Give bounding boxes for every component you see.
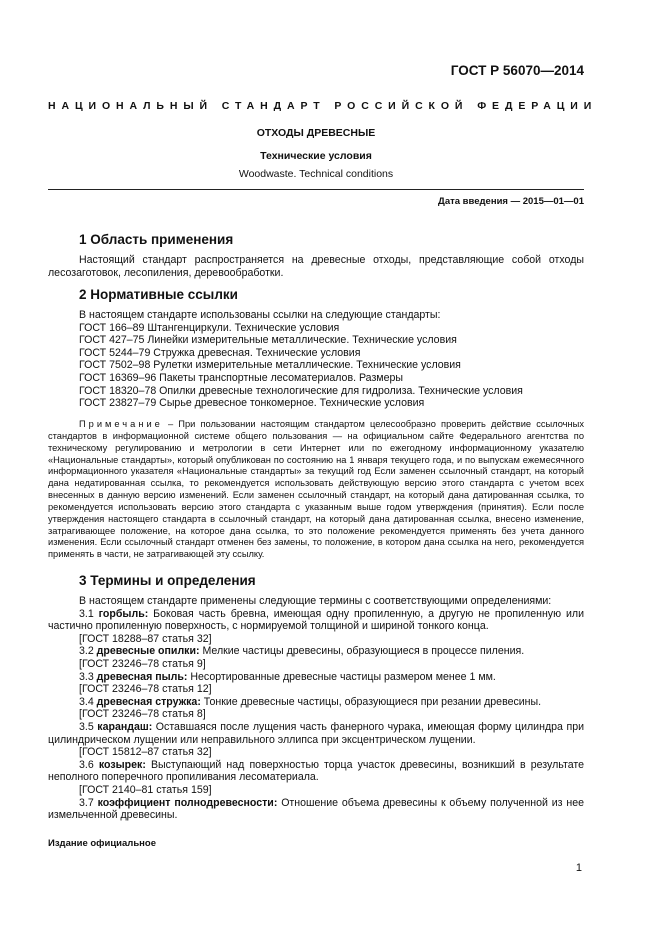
term-name: древесная пыль: [96,670,188,683]
reference-item: ГОСТ 166–89 Штангенциркули. Технические условия [79,321,340,334]
term-name: коэффициент полнодревесности: [97,796,278,809]
section-2-heading: 2 Нормативные ссылки [79,287,238,302]
section-3-heading: 3 Термины и определения [79,573,256,588]
reference-note [48,419,584,561]
section-1-heading: 1 Область применения [79,232,234,247]
section-1-text: Настоящий стандарт распространяется на древесные отходы, представляющие собой отходы лесозаготовок, лесопиления, деревообработки. [48,254,584,279]
note-text: – При пользовании настоящим стандартом целесообразно проверить действие ссылочных стандартов в информационной системе общего пользования — на официальном сайте Федерального агентства по техническому регулированию и метрологии в сети Интернет или по ежегодному информационному указателю «Национальные стандарты», который опубликован по состоянию на 1 января текущего года, и по выпускам ежемесячного информационного указателя «Национальные стандарты» за текущий год Если заменен ссылочный стандарт, на который дана недатированная ссылка, то рекомендуется использовать действующую версию этого стандарта с учетом всех внесенных в данную версию изменений. Если заменен ссылочный стандарт, на который дана датированная ссылка, то рекомендуется использовать версию этого стандарта с указанным выше годом утверждения (принятия). Если после утверждения настоящего стандарта в ссылочный стандарт, на который дана датированная ссылка, внесено изменение, затрагивающее положение, на которое дана ссылка, то это положение рекомендуется применять без учета данного изменения. Если ссылочный стандарт отменен без замены, то положение, в котором дана ссылка на него, рекомендуется применять в части, не затрагивающей эту ссылку. [48,419,584,560]
document-title: ОТХОДЫ ДРЕВЕСНЫЕ [256,127,376,139]
official-edition-label: Издание официальное [48,838,156,849]
note-label: Примечание [79,419,163,429]
reference-item: ГОСТ 18320–78 Опилки древесные технологические для гидролиза. Технические условия [79,384,523,397]
term-name: козырек: [98,758,146,771]
term-definition: 3.4 древесная стружка: Тонкие древесные частицы, образующиеся при резании древесины. [79,695,542,708]
term-name: древесные опилки: [96,645,200,658]
term-definition: 3.3 древесная пыль: Несортированные древесные частицы размером менее 1 мм. [79,670,496,683]
reference-item: ГОСТ 427–75 Линейки измерительные металлические. Технические условия [79,334,457,347]
term-definition: 3.5 карандаш: Оставшаяся после лущения часть фанерного чурака, имеющая форму цилиндра при цилиндрическом лущении или неправильного эллипса при эксцентрическом лущении. [48,721,585,746]
term-definition: 3.7 коэффициент полнодревесности: Отношение объема древесины к объему полученной из нее измельченной древесины. [48,796,584,822]
term-source: [ГОСТ 23246–78 статья 8] [79,708,206,721]
english-title: Woodwaste. Technical conditions [238,168,394,180]
national-standard-banner: НАЦИОНАЛЬНЫЙ СТАНДАРТ РОССИЙСКОЙ ФЕДЕРАЦИИ [48,100,598,112]
reference-item: ГОСТ 5244–79 Стружка древесная. Технические условия [79,346,361,359]
term-source: [ГОСТ 15812–87 статья 32] [79,746,212,759]
term-source: [ГОСТ 23246–78 статья 9] [79,658,206,670]
reference-item: ГОСТ 23827–79 Сырье древесное тонкомерное. Технические условия [79,397,425,410]
section-3-intro: В настоящем стандарте применены следующие термины с соответствующими определениями: [79,595,552,607]
term-name: горбыль: [98,607,149,620]
term-definition: 3.6 козырек: Выступающий над поверхностью торца участок древесины, возникший в результате неполного поперечного пропиливания лесоматериала. [48,758,585,784]
document-number: ГОСТ Р 56070—2014 [450,63,584,78]
section-2-intro: В настоящем стандарте использованы ссылки на следующие стандарты: [79,309,441,321]
term-source: [ГОСТ 2140–81 статья 159] [79,784,212,796]
term-definition: 3.1 горбыль: Боковая часть бревна, имеющая одну пропиленную, а другую не пропиленную или частично пропиленную поверхность, с нормируемой толщиной и шириной тонкого конца. [48,607,584,633]
term-name: карандаш: [97,721,153,733]
document-subtitle: Технические условия [260,150,372,162]
page-number: 1 [575,862,582,874]
title-divider [48,189,584,190]
reference-item: ГОСТ 16369–96 Пакеты транспортные лесоматериалов. Размеры [79,372,403,384]
term-definition: 3.2 древесные опилки: Мелкие частицы древесины, образующиеся в процессе пиления. [79,645,525,658]
introduction-date: Дата введения — 2015—01—01 [438,196,584,207]
reference-item: ГОСТ 7502–98 Рулетки измерительные металлические. Технические условия [79,359,461,372]
term-source: [ГОСТ 18288–87 статья 32] [79,632,212,645]
term-source: [ГОСТ 23246–78 статья 12] [79,683,212,696]
term-name: древесная стружка: [96,695,201,708]
